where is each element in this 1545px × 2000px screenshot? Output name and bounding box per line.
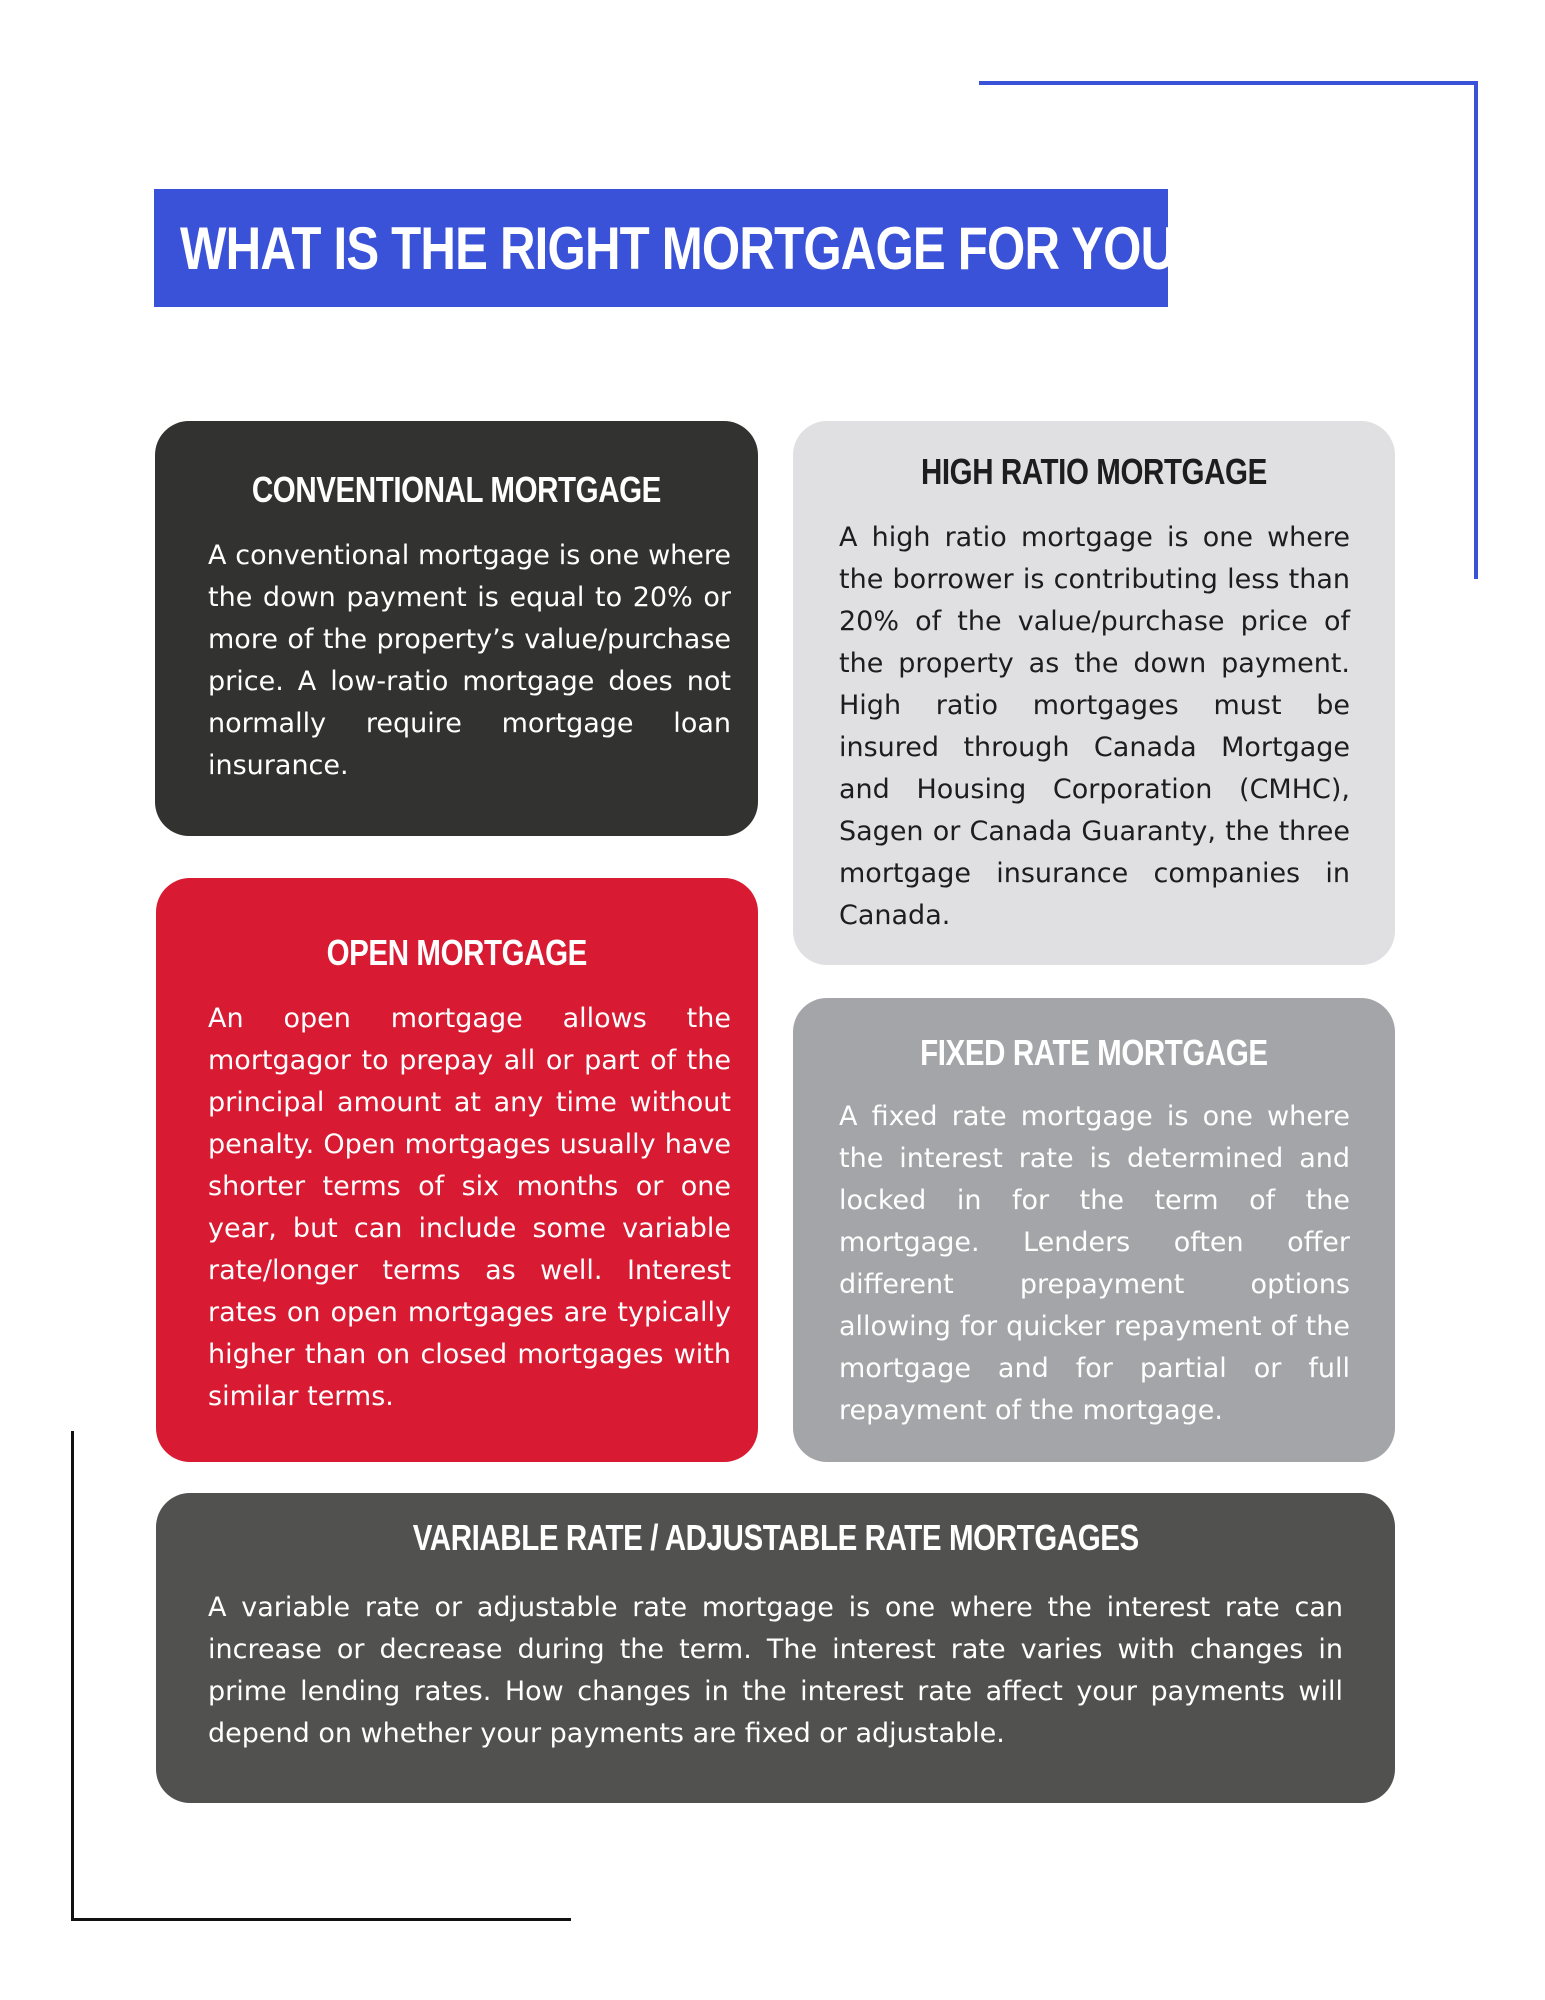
- fixed-rate-body: A fixed rate mortgage is one where the interest rate is determined and locked in for the term of the mortgage. Lenders often offer different prepayment options allowing for quicker repayment of the mortgage and for partial or full repayment of the mortgage.: [839, 1101, 1350, 1426]
- variable-rate-heading: VARIABLE RATE / ADJUSTABLE RATE MORTGAGES: [412, 1517, 1139, 1558]
- card-heading: [793, 451, 1395, 493]
- variable-rate-mortgage-card: [156, 1493, 1395, 1803]
- decorative-top-horizontal-line: [979, 81, 1478, 85]
- open-mortgage-card: [156, 878, 758, 1462]
- conventional-mortgage-card: [155, 421, 758, 836]
- high-ratio-mortgage-card: [793, 421, 1395, 965]
- conventional-heading: CONVENTIONAL MORTGAGE: [251, 469, 662, 510]
- high-ratio-heading: HIGH RATIO MORTGAGE: [921, 451, 1267, 492]
- open-body: An open mortgage allows the mortgagor to prepay all or part of the principal amount at any time without penalty. Open mortgages usually have shorter terms of six months or one year, but can include some variable rate/longer terms as well. Interest rates on open mortgages are typically higher than on closed mortgages with similar terms.: [208, 1003, 731, 1412]
- decorative-bottom-vertical-line: [71, 1431, 74, 1921]
- page-title: WHAT IS THE RIGHT MORTGAGE FOR YOU?: [180, 214, 1205, 282]
- fixed-rate-mortgage-card: [793, 998, 1395, 1462]
- decorative-top-vertical-line: [1474, 81, 1478, 579]
- card-heading: [793, 1032, 1395, 1074]
- decorative-bottom-horizontal-line: [71, 1918, 571, 1921]
- card-heading: [156, 1517, 1395, 1559]
- card-heading: [155, 469, 758, 511]
- open-heading: OPEN MORTGAGE: [326, 932, 588, 973]
- fixed-rate-heading: FIXED RATE MORTGAGE: [920, 1032, 1268, 1073]
- high-ratio-body: A high ratio mortgage is one where the borrower is contributing less than 20% of the value/purchase price of the property as the down payment. High ratio mortgages must be insured through Canada Mortgage and Housing Corporation (CMHC), Sagen or Canada Guaranty, the three mortgage insurance companies in Canada.: [839, 522, 1350, 931]
- title-banner: [154, 189, 1205, 307]
- variable-rate-body: A variable rate or adjustable rate mortgage is one where the interest rate can increase or decrease during the term. The interest rate varies with changes in prime lending rates. How changes in the interest rate affect your payments will depend on whether your payments are fixed or adjustable.: [208, 1592, 1343, 1749]
- conventional-body: A conventional mortgage is one where the down payment is equal to 20% or more of the property’s value/purchase price. A low-ratio mortgage does not normally require mortgage loan insurance.: [208, 540, 731, 781]
- card-heading: [156, 932, 758, 974]
